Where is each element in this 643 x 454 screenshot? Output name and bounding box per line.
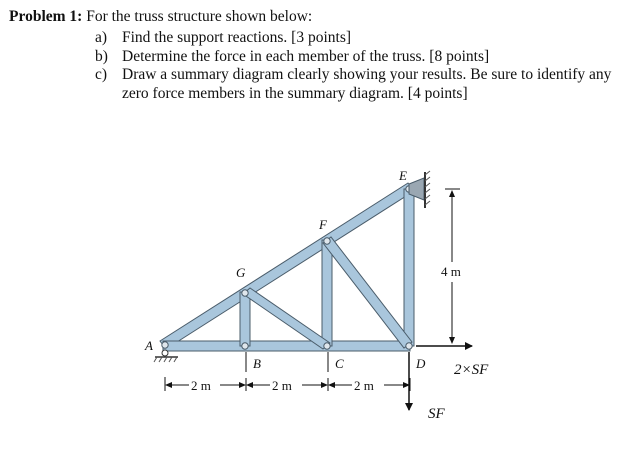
label-C: C [335,356,344,371]
label-D: D [416,356,426,371]
pin-A [162,342,168,348]
item-a-text: Find the support reactions. [3 points] [122,29,352,46]
item-c-continuation: zero force members in the summary diagram. [4 points] [122,84,468,102]
roller-support-A [154,350,178,362]
label-G: G [236,265,246,280]
item-b-letter: b) [95,47,108,65]
horizontal-load-label: 2×SF [454,362,489,378]
pin-C [324,343,330,349]
member-CF [322,240,332,346]
pin-G [242,290,248,296]
member-ED [404,189,414,346]
dim-label-2: 2 m [272,378,292,393]
label-F: F [319,217,327,232]
member-FD [323,237,412,348]
problem-intro: For the truss structure shown below: [86,8,313,25]
item-a-letter: a) [95,29,108,46]
truss-members [160,183,414,351]
label-B: B [253,356,261,371]
label-E: E [399,168,407,183]
item-c-text: Draw a summary diagram clearly showing your results. Be sure to identify any [122,66,612,83]
item-b-text: Determine the force in each member of the truss. [8 points] [122,47,490,65]
dim-label-3: 2 m [354,378,374,393]
label-A: A [145,338,153,353]
member-AD [163,341,410,351]
item-c-letter: c) [95,66,108,83]
pin-F [324,238,330,244]
dim-label-height: 4 m [441,264,461,279]
member-BG [240,292,250,346]
vertical-load-label: SF [428,406,445,422]
dim-label-1: 2 m [191,378,211,393]
member-GC [243,288,330,349]
problem-label: Problem 1: [9,8,83,25]
pin-B [242,343,248,349]
pin-D [406,343,412,349]
